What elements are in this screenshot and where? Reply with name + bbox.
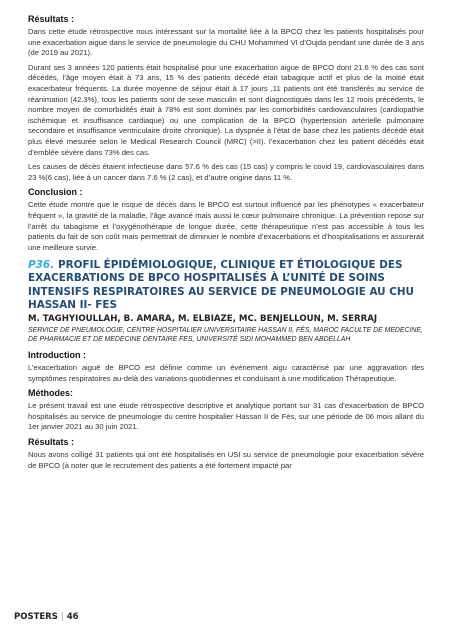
section-methodes xyxy=(28,388,424,433)
heading-resultats: Résultats : xyxy=(28,14,75,24)
section-introduction xyxy=(28,350,424,384)
section-conclusion xyxy=(28,187,424,253)
heading-resultats: Résultats : xyxy=(28,437,75,448)
poster-title-text: PROFIL ÉPIDÉMIOLOGIQUE, CLINIQUE ET ÉTIOLOGIQUE DES EXACERBATIONS DE BPCO HOSPITALISÉS À L’UNITÉ DE SOINS INTENSIFS RESPIRATOIRES AU SERVICE DE PNEUMOLOGIE AU CHU HASSAN II- FES xyxy=(28,259,414,311)
footer-separator: | xyxy=(60,612,64,622)
poster-affiliation: SERVICE DE PNEUMOLOGIE, CENTRE HOSPITALIER UNIVERSITAIRE HASSAN II, FÈS, MAROC FACULTE DE MEDECINE, DE PHARMACIE ET DE MEDECINE DENTAIRE FES, UNIVERSITÉ SIDI MOHAMMED BEN ABDELLAH xyxy=(28,327,423,344)
poster-authors: M. TAGHYIOULLAH, B. AMARA, M. ELBIAZE, MC. BENJELLOUN, M. SERRAJ xyxy=(28,314,378,325)
section-resultats-1 xyxy=(28,14,424,183)
page-content xyxy=(28,14,424,475)
paragraph: Durant ses 3 années 120 patients était hospitalisé pour une exacerbation aigue de BPCO dont 21.6 % des cas sont décédés, l’âge moyen était à 73 ans, 15 % des patients décédé était tabagique actif et plus de la moitié était exacerbateur fréquents. La durée moyenne de séjour était à 17 jours ,11 patients ont été transférés au service de réanimation (42.3%), tous les patients sont de sexe masculin et sont diagnostiqués dans les 12 mois précédents, le nombre moyen de comorbidités était à 78% est sont dominés par les comorbidités cardiovasculaires (cardiopathie ischémique et insuffisance cardiaque) ou une complication de la BPCO (hypertension artérielle pulmonaire secondaire et insuffisance ventriculaire droite chronique). La dyspnée à l’état de base chez les patients décédé était plus élevé mesurée selon le Medical Research Council (MRC) (>II). l’exacerbation chez les patient décédés était d’emblée sévère dans 73% des cas. xyxy=(28,62,424,157)
heading-introduction: Introduction : xyxy=(28,350,86,361)
poster-number: P36. xyxy=(28,259,55,272)
paragraph: Le présent travail est une étude rétrospective descriptive et analytique portant sur 31 cas d’exacerbation de BPCO hospitalisés au service de pneumologie du centre hospitalier Hassan II de Fès, sur une période de 06 mois allant du 1er janvier 2021 au 30 juin 2021. xyxy=(28,401,424,432)
footer-label: POSTERS xyxy=(14,612,58,622)
page-footer xyxy=(14,612,79,622)
paragraph: Cette étude montre que le risque de décès dans le BPCO est surtout influencé par les phénotypes « exacerbateur fréquent », la gravité de la maladie, l’âge avancé mais aussi le cœur pulmonaire chronique. La prévention repose sur l’arrêt du tabagisme et l’oxygénothérapie de longue durée, cette thérapeutique n’est pas accessible à tous les patients du fait de son coût mais permettrait de diminuer le nombre d’exacerbations et d’hospitalisations et assurerait une meilleure survie. xyxy=(28,200,424,252)
poster-title xyxy=(28,259,424,312)
paragraph: Dans cette étude rétrospective nous intéressant sur la mortalité liée à la BPCO chez les patients hospitalisés pour une exacerbation aigue dans le service de pneumologie du CHU Mohammed VI d’Oujda pendant une durée de 3 ans (de 2019 au 2021). xyxy=(28,27,424,58)
page-number: 46 xyxy=(66,612,79,622)
heading-conclusion: Conclusion : xyxy=(28,187,83,198)
paragraph: L’exacerbation aiguë de BPCO est définie comme un événement aigu caractérisé par une aggravation des symptômes respiratoires au-delà des variations quotidiennes et conduisant à une modification Thérapeutique. xyxy=(28,363,424,383)
section-resultats-2 xyxy=(28,437,424,471)
paragraph: Les causes de décès étaient infectieuse dans 57.6 % des cas (15 cas) y compris le covid 19, cardiovasculaires dans 23 %(6 cas), liée à un cancer dans 7.6 % (2 cas), et d’autre origine dans 11 %. xyxy=(28,162,424,182)
poster-header xyxy=(28,259,424,344)
heading-methodes: Méthodes: xyxy=(28,388,73,399)
paragraph: Nous avons colligé 31 patients qui ont été hospitalisés en USI su service de pneumologie pour exacerbation sévère de BPCO (à noter que le recrutement des patients a été fortement impacté par xyxy=(28,450,424,470)
